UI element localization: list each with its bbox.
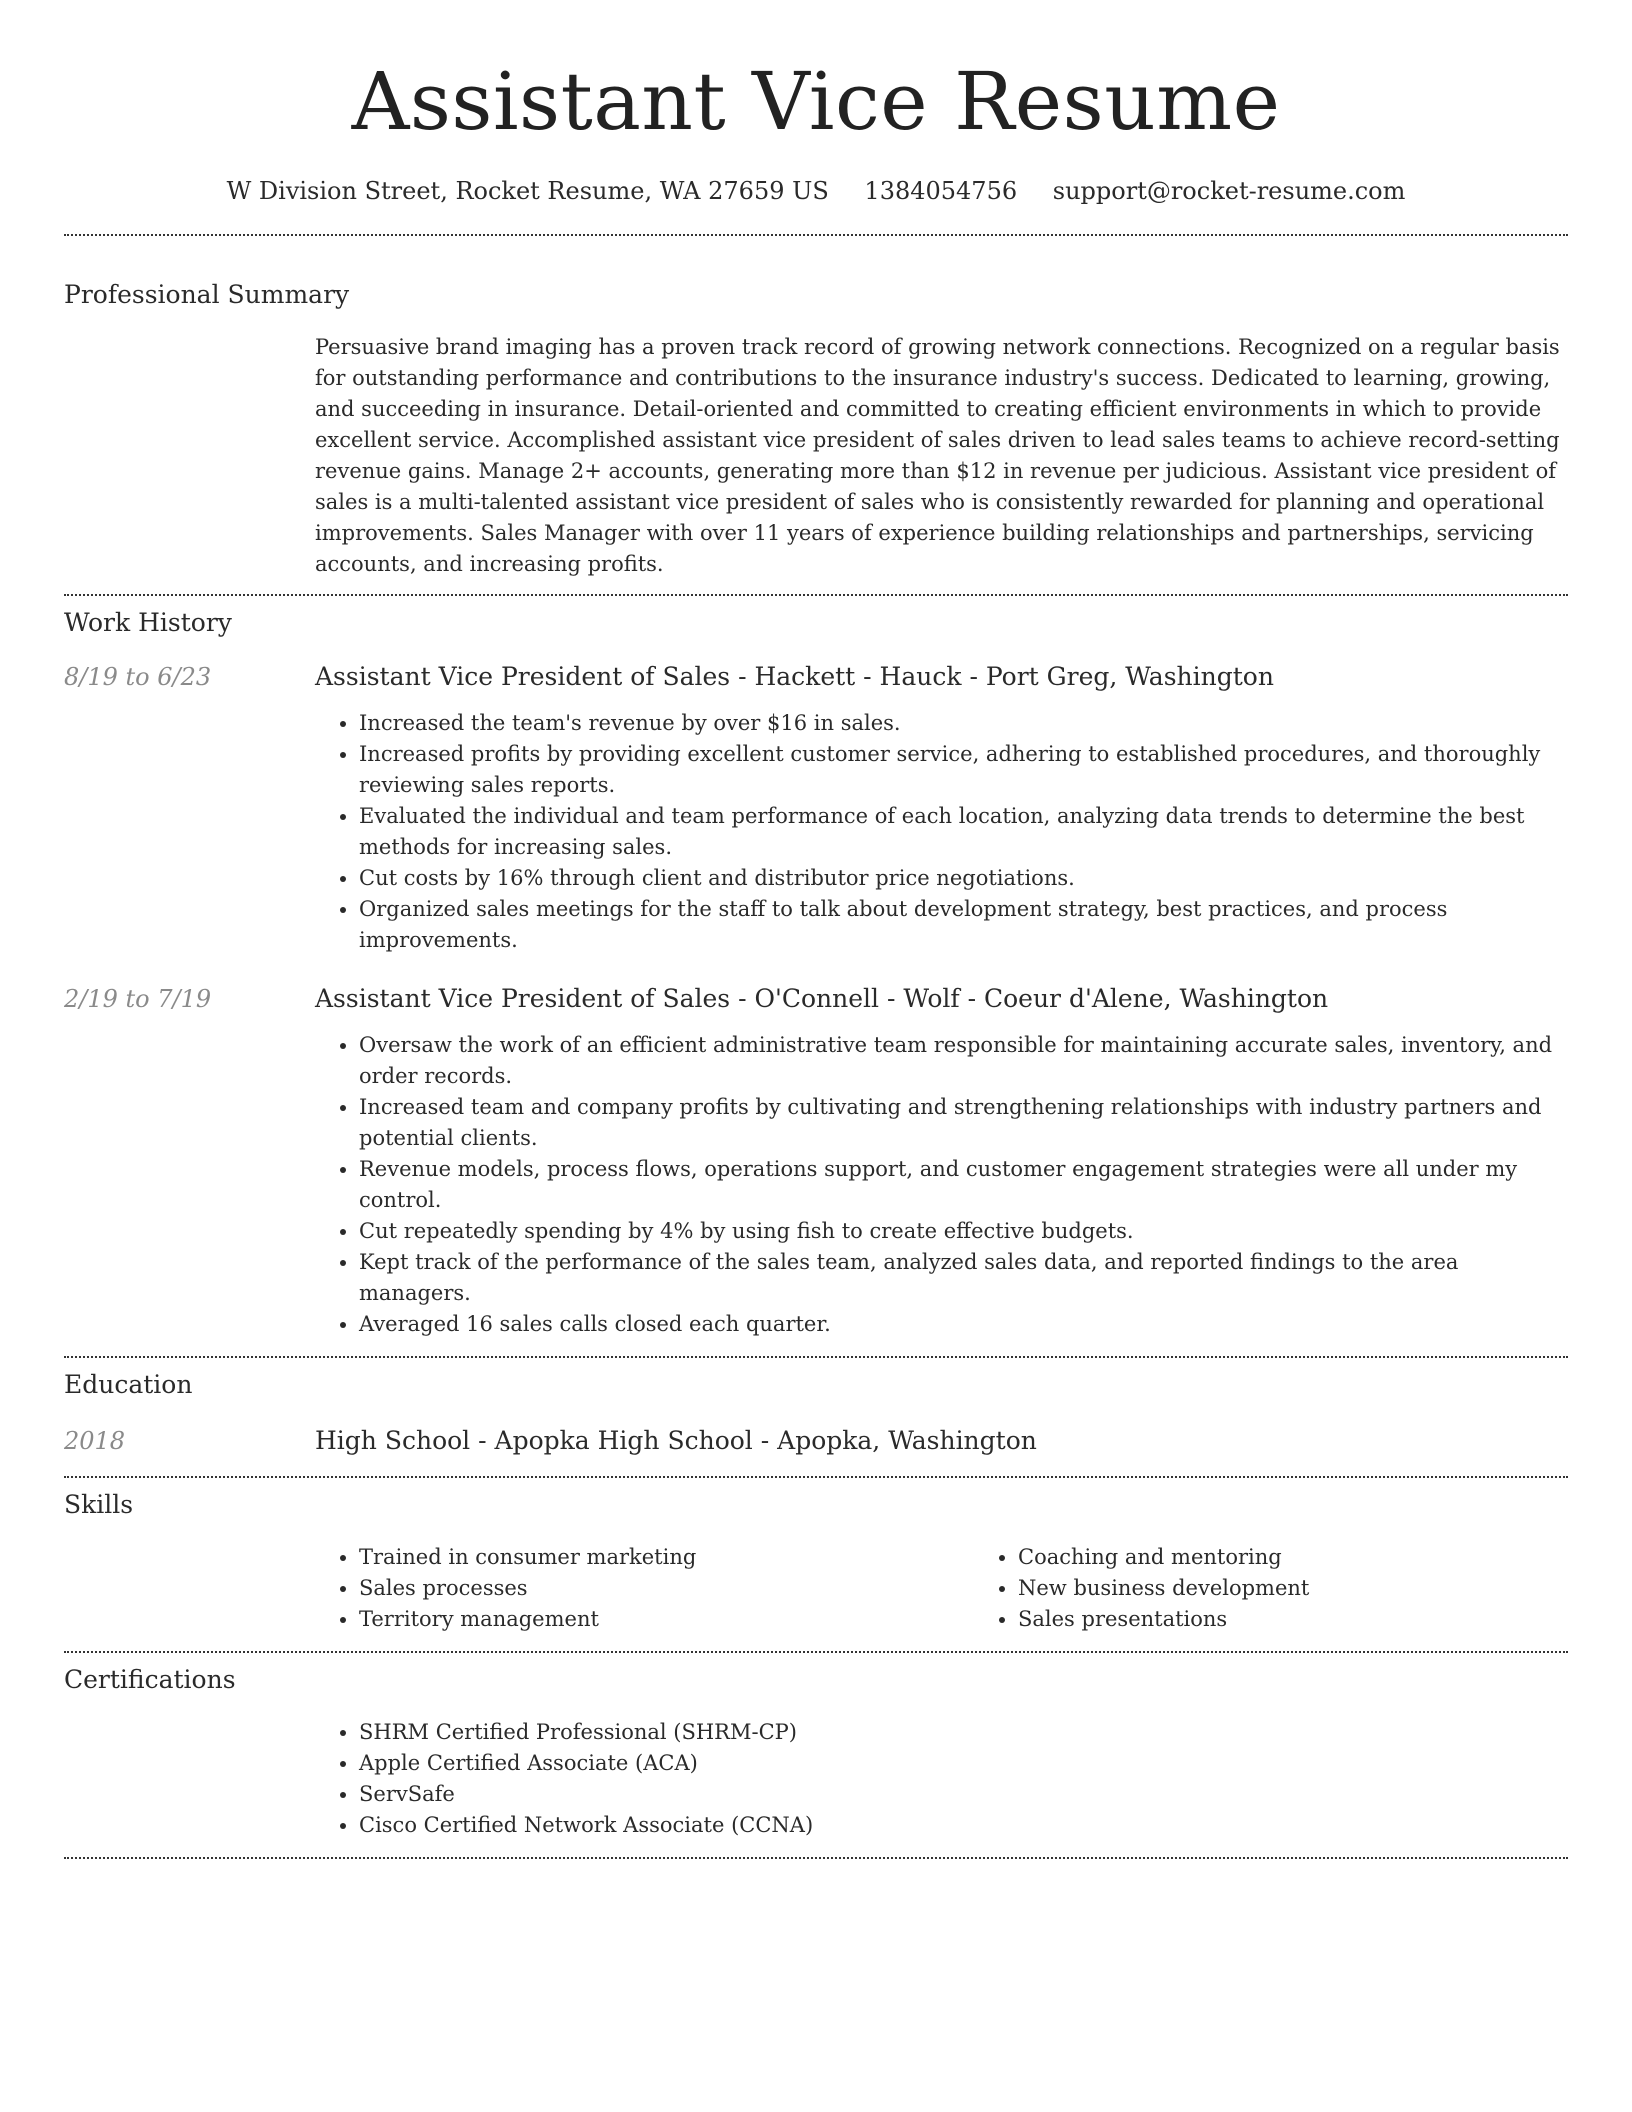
- skills-list: [974, 1542, 1632, 1635]
- job-bullets: [315, 1030, 1568, 1340]
- list-item: • Apple Certified Associate (ACA): [359, 1748, 1568, 1779]
- list-item: • Organized sales meetings for the staff to talk about development strategy, best practices, and process improvements.: [359, 894, 1568, 956]
- list-item: • Increased team and company profits by cultivating and strengthening relationships with industry partners and potential clients.: [359, 1092, 1568, 1154]
- list-item: • Oversaw the work of an efficient administrative team responsible for maintaining accurate sales, inventory, and order records.: [359, 1030, 1568, 1092]
- education-title: Education: [64, 1370, 193, 1399]
- contact-phone: 1384054756: [864, 177, 1018, 205]
- list-item: • Sales presentations: [1018, 1604, 1632, 1635]
- list-item: • Kept track of the performance of the sales team, analyzed sales data, and reported findings to the area managers.: [359, 1247, 1568, 1309]
- job-heading: Assistant Vice President of Sales - O'Connell - Wolf - Coeur d'Alene, Washington: [315, 984, 1329, 1013]
- list-item: • Coaching and mentoring: [1018, 1542, 1632, 1573]
- job-bullets: [315, 708, 1568, 956]
- list-item: • ServSafe: [359, 1779, 1568, 1810]
- list-item: • Trained in consumer marketing: [359, 1542, 974, 1573]
- job-entry: [64, 660, 1568, 956]
- skills-title: Skills: [64, 1490, 134, 1519]
- certifications-title: Certifications: [64, 1665, 236, 1694]
- list-item: • Cisco Certified Network Associate (CCNA): [359, 1810, 1568, 1841]
- contact-address: W Division Street, Rocket Resume, WA 27659 US: [226, 177, 829, 205]
- education-heading: High School - Apopka High School - Apopka, Washington: [315, 1426, 1037, 1455]
- job-dates: 2/19 to 7/19: [64, 985, 212, 1013]
- summary-title: Professional Summary: [64, 280, 350, 309]
- skills-section: [64, 1478, 1568, 1635]
- education-section: [64, 1358, 1568, 1458]
- divider: [64, 1857, 1568, 1859]
- list-item: • New business development: [1018, 1573, 1632, 1604]
- job-dates: 8/19 to 6/23: [64, 663, 212, 691]
- contact-email: support@rocket-resume.com: [1052, 177, 1406, 205]
- skills-list: [315, 1542, 974, 1635]
- list-item: • Territory management: [359, 1604, 974, 1635]
- list-item: • Increased the team's revenue by over $16 in sales.: [359, 708, 1568, 739]
- list-item: • Evaluated the individual and team performance of each location, analyzing data trends to determine the best methods for increasing sales.: [359, 801, 1568, 863]
- education-year: 2018: [64, 1427, 126, 1455]
- contact-line: [64, 174, 1568, 208]
- list-item: • Sales processes: [359, 1573, 974, 1604]
- job-heading: Assistant Vice President of Sales - Hackett - Hauck - Port Greg, Washington: [315, 662, 1274, 691]
- list-item: • Revenue models, process flows, operations support, and customer engagement strategies were all under my control.: [359, 1154, 1568, 1216]
- list-item: • Cut repeatedly spending by 4% by using fish to create effective budgets.: [359, 1216, 1568, 1247]
- list-item: • SHRM Certified Professional (SHRM-CP): [359, 1717, 1568, 1748]
- work-title: Work History: [64, 608, 232, 637]
- resume-name: Assistant Vice Resume: [351, 55, 1281, 148]
- certifications-list: [315, 1717, 1568, 1841]
- certifications-section: [64, 1653, 1568, 1841]
- list-item: • Averaged 16 sales calls closed each quarter.: [359, 1309, 1568, 1340]
- summary-section: [64, 236, 1568, 580]
- list-item: • Cut costs by 16% through client and distributor price negotiations.: [359, 863, 1568, 894]
- list-item: • Increased profits by providing excellent customer service, adhering to established procedures, and thoroughly reviewing sales reports.: [359, 739, 1568, 801]
- work-section: [64, 596, 1568, 1340]
- summary-text: Persuasive brand imaging has a proven track record of growing network connections. Recognized on a regular basis for outstanding performance and contributions to the insurance industry's success. Dedicated to learning, growing, and succeeding in insurance. Detail-oriented and committed to creating efficient environments in which to provide excellent service. Accomplished assistant vice president of sales driven to lead sales teams to achieve record-setting revenue gains. Manage 2+ accounts, generating more than $12 in revenue per judicious. Assistant vice president of sales is a multi-talented assistant vice president of sales who is consistently rewarded for planning and operational improvements. Sales Manager with over 11 years of experience building relationships and partnerships, servicing accounts, and increasing profits.: [315, 335, 1560, 576]
- job-entry: [64, 982, 1568, 1340]
